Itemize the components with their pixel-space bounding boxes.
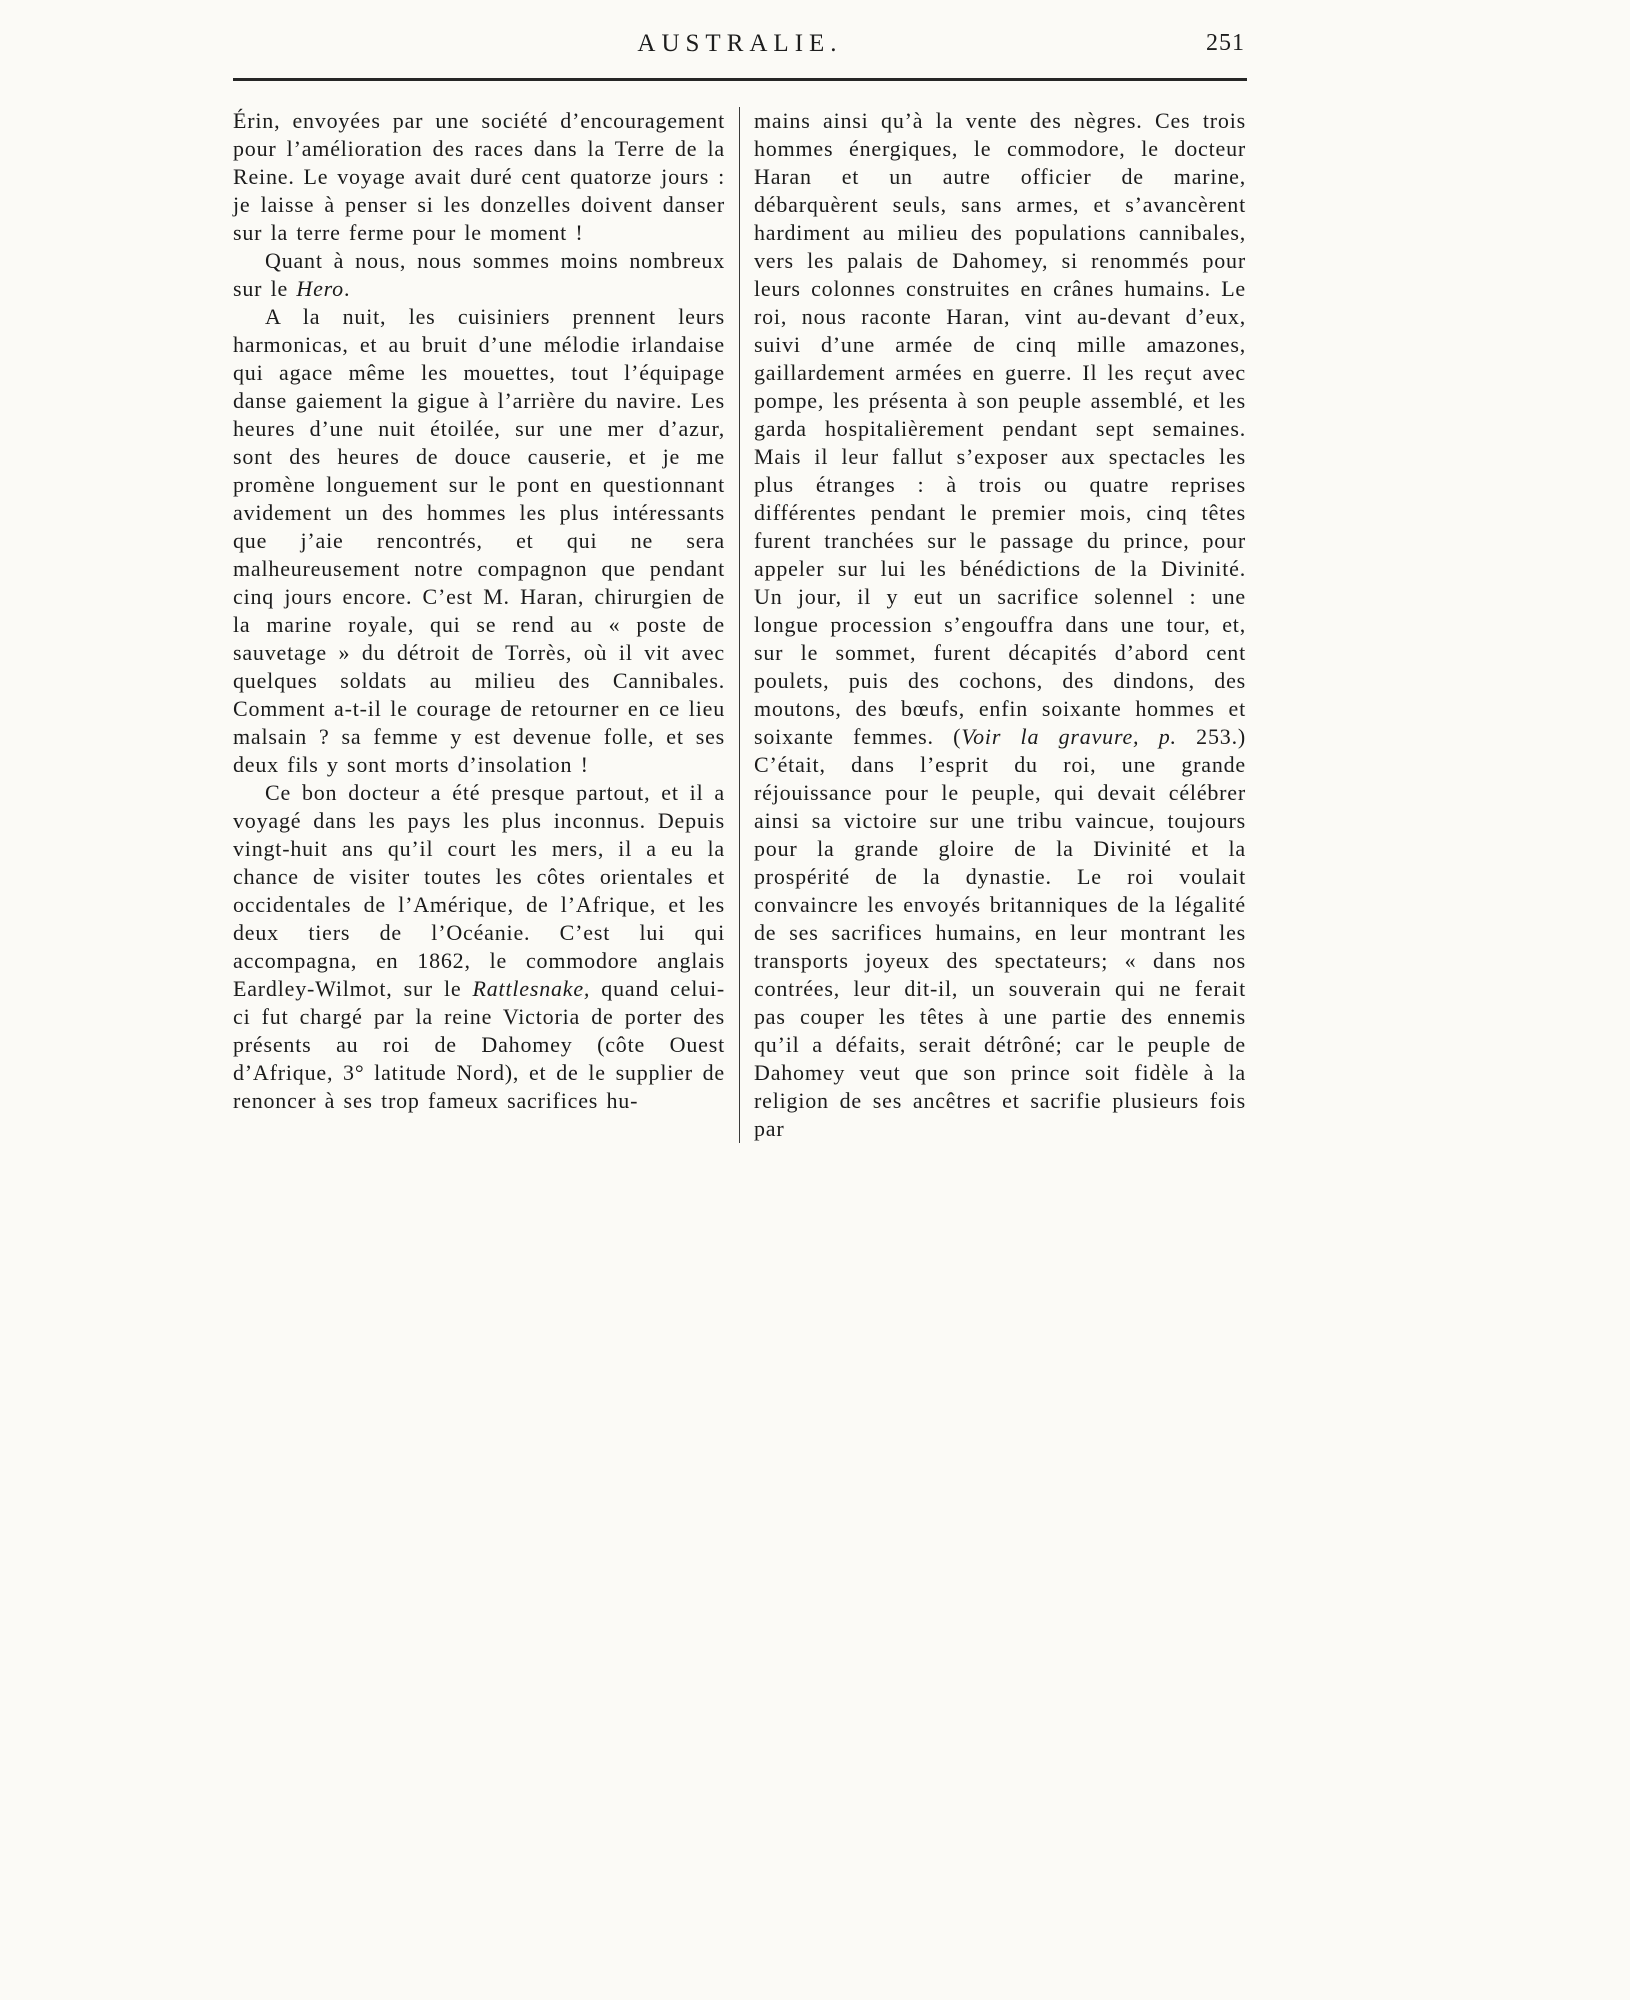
right-column: [754, 107, 1246, 1143]
page-header: [233, 30, 1247, 66]
page-number: 251: [1206, 30, 1245, 56]
left-column: [233, 107, 725, 1115]
text-run: 253.) C’était, dans l’esprit du roi, une grande réjouissance pour le peuple, qui devait célébrer ainsi sa victoire sur une tribu vaincue, toujours pour la grande gloire de la Divinité et la prospérité de la dynastie. Le roi voulait convaincre les envoyés britanniques de la légalité de ses sacrifices humains, en leur montrant les transports joyeux des spectateurs; « dans nos contrées, leur dit-il, un souverain qui ne ferait pas couper les têtes à une partie des ennemis qu’il a défaits, serait détrôné; car le peuple de Dahomey veut que son prince soit fidèle à la religion de ses ancêtres et sacrifie plusieurs fois par: [754, 724, 1246, 1141]
italic-text-run: Hero: [296, 276, 344, 301]
paragraph: [233, 303, 725, 779]
text-run: Quant à nous, nous sommes moins nombreux sur le: [233, 248, 725, 301]
italic-text-run: Voir la gravure, p.: [961, 724, 1177, 749]
text-run: .: [343, 276, 351, 301]
text-columns: [233, 107, 1247, 1143]
paragraph: [233, 779, 725, 1115]
paragraph: [754, 107, 1246, 1143]
text-run: mains ainsi qu’à la vente des nègres. Ces trois hommes énergiques, le commodore, le docteur Haran et un autre officier de marine, débarquèrent seuls, sans armes, et s’avancèrent hardiment au milieu des populations cannibales, vers les palais de Dahomey, si renommés pour leurs colonnes construites en crânes humains. Le roi, nous raconte Haran, vint au-devant d’eux, suivi d’une armée de cinq mille amazones, gaillardement armées en guerre. Il les reçut avec pompe, les présenta à son peuple assemblé, et les garda hospitalièrement pendant sept semaines. Mais il leur fallut s’exposer aux spectacles les plus étranges : à trois ou quatre reprises différentes pendant le premier mois, cinq têtes furent tranchées sur le passage du prince, pour appeler sur lui les bénédictions de la Divinité. Un jour, il y eut un sacrifice solennel : une longue procession s’engouffra dans une tour, et, sur le sommet, furent décapités d’abord cent poulets, puis des cochons, des dindons, des moutons, des bœufs, enfin soixante hommes et soixante femmes. (: [754, 108, 1246, 749]
page-content: [233, 30, 1247, 1143]
column-divider: [739, 107, 740, 1143]
running-title: AUSTRALIE.: [637, 30, 843, 57]
italic-text-run: Rattlesnake,: [472, 976, 591, 1001]
header-rule: [233, 78, 1247, 81]
text-run: quand celui-ci fut chargé par la reine Victoria de porter des présents au roi de Dahomey (côte Ouest d’Afrique, 3° latitude Nord), et de le supplier de renoncer à ses trop fameux sacrifices hu-: [233, 976, 725, 1113]
text-run: Érin, envoyées par une société d’encouragement pour l’amélioration des races dans la Terre de la Reine. Le voyage avait duré cent quatorze jours : je laisse à penser si les donzelles doivent danser sur la terre ferme pour le moment !: [233, 108, 725, 245]
text-run: Ce bon docteur a été presque partout, et il a voyagé dans les pays les plus inconnus. Depuis vingt-huit ans qu’il court les mers, il a eu la chance de visiter toutes les côtes orientales et occidentales de l’Amérique, de l’Afrique, et les deux tiers de l’Océanie. C’est lui qui accompagna, en 1862, le commodore anglais Eardley-Wilmot, sur le: [233, 780, 725, 1001]
paragraph: [233, 247, 725, 303]
text-run: A la nuit, les cuisiniers prennent leurs harmonicas, et au bruit d’une mélodie irlandaise qui agace même les mouettes, tout l’équipage danse gaiement la gigue à l’arrière du navire. Les heures d’une nuit étoilée, sur une mer d’azur, sont des heures de douce causerie, et je me promène longuement sur le pont en questionnant avidement un des hommes les plus intéressants que j’aie rencontrés, et qui ne sera malheureusement notre compagnon que pendant cinq jours encore. C’est M. Haran, chirurgien de la marine royale, qui se rend au « poste de sauvetage » du détroit de Torrès, où il vit avec quelques soldats au milieu des Cannibales. Comment a-t-il le courage de retourner en ce lieu malsain ? sa femme y est devenue folle, et ses deux fils y sont morts d’insolation !: [233, 304, 725, 777]
paragraph: [233, 107, 725, 247]
